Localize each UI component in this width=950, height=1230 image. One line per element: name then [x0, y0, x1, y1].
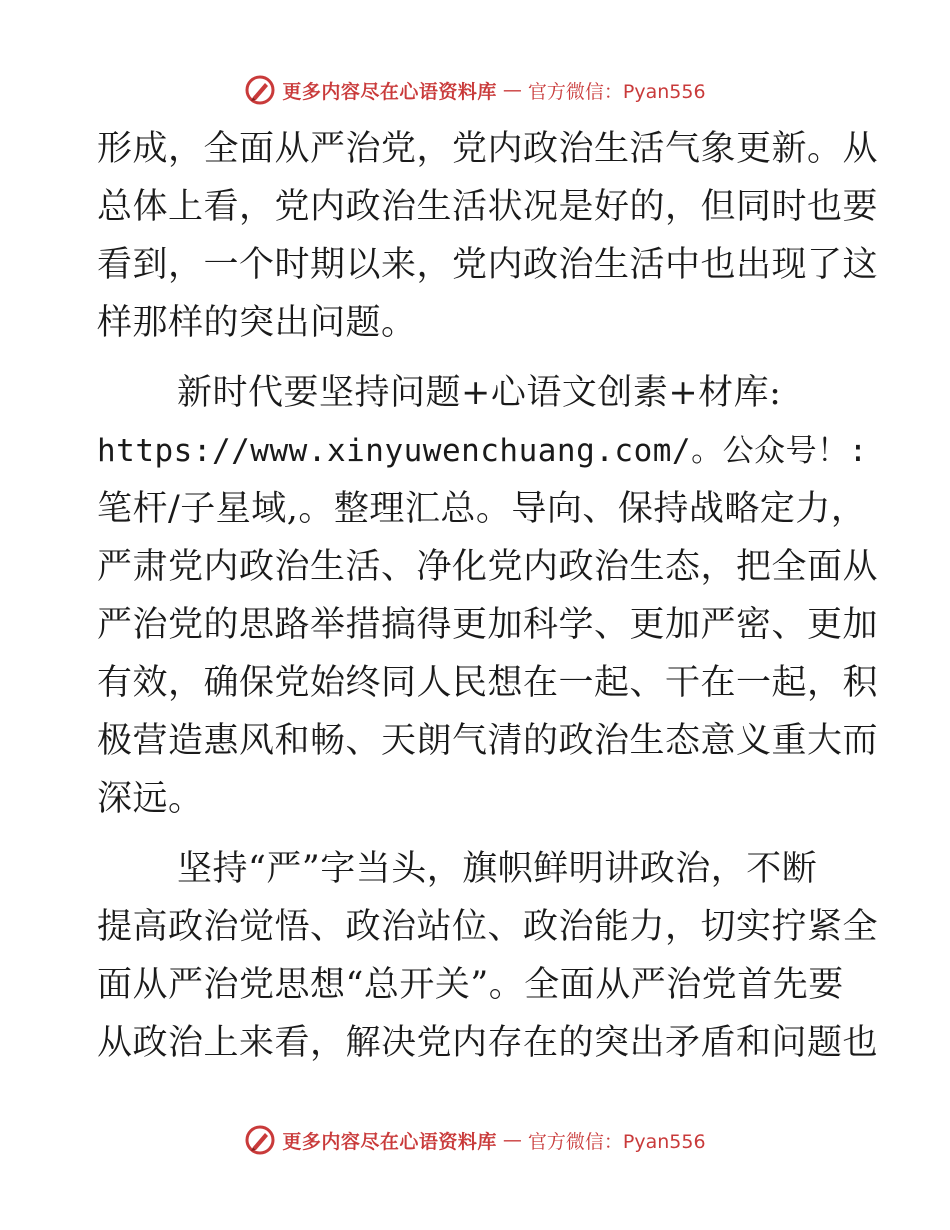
banner-separator: — — [502, 1129, 522, 1151]
document-body — [97, 120, 879, 1072]
text-line: 提高政治觉悟、政治站位、政治能力，切实拧紧全 — [97, 907, 879, 947]
text-line: 面从严治党思想“总开关”。全面从严治党首先要 — [97, 965, 844, 1005]
paragraph — [97, 364, 879, 828]
text-line: 极营造惠风和畅、天朗气清的政治生态意义重大而 — [97, 721, 879, 761]
header-watermark-banner — [0, 70, 950, 110]
banner-wechat: 官方微信：Pyan556 — [527, 80, 706, 103]
pen-logo-icon — [244, 74, 276, 106]
text-line: 从政治上来看，解决党内存在的突出矛盾和问题也 — [97, 1023, 879, 1063]
text-line: 笔杆/子星域,。整理汇总。导向、保持战略定力， — [97, 489, 867, 529]
text-line: 总体上看，党内政治生活状况是好的，但同时也要 — [97, 187, 879, 227]
banner-separator: — — [502, 79, 522, 101]
text-line: 样那样的突出问题。 — [97, 303, 417, 343]
text-line: 新时代要坚持问题+心语文创素+材库: — [177, 373, 782, 413]
text-line: 深远。 — [97, 779, 204, 819]
banner-text: 更多内容尽在心语资料库 — [282, 1130, 497, 1153]
text-line: 形成，全面从严治党，党内政治生活气象更新。从 — [97, 129, 879, 169]
text-line: 严肃党内政治生活、净化党内政治生态，把全面从 — [97, 547, 879, 587]
pen-logo-icon — [244, 1124, 276, 1156]
footer-watermark-banner — [0, 1120, 950, 1160]
text-line: 严治党的思路举措搞得更加科学、更加严密、更加 — [97, 605, 879, 645]
paragraph — [97, 840, 879, 1072]
text-line: 看到，一个时期以来，党内政治生活中也出现了这 — [97, 245, 879, 285]
text-line: 有效，确保党始终同人民想在一起、干在一起，积 — [97, 663, 879, 703]
banner-text: 更多内容尽在心语资料库 — [282, 80, 497, 103]
paragraph — [97, 120, 879, 352]
text-line: 坚持“严”字当头，旗帜鲜明讲政治，不断 — [177, 849, 818, 889]
url-line: https://www.xinyuwenchuang.com/。公众号！: — [97, 433, 868, 469]
banner-wechat: 官方微信：Pyan556 — [527, 1130, 706, 1153]
